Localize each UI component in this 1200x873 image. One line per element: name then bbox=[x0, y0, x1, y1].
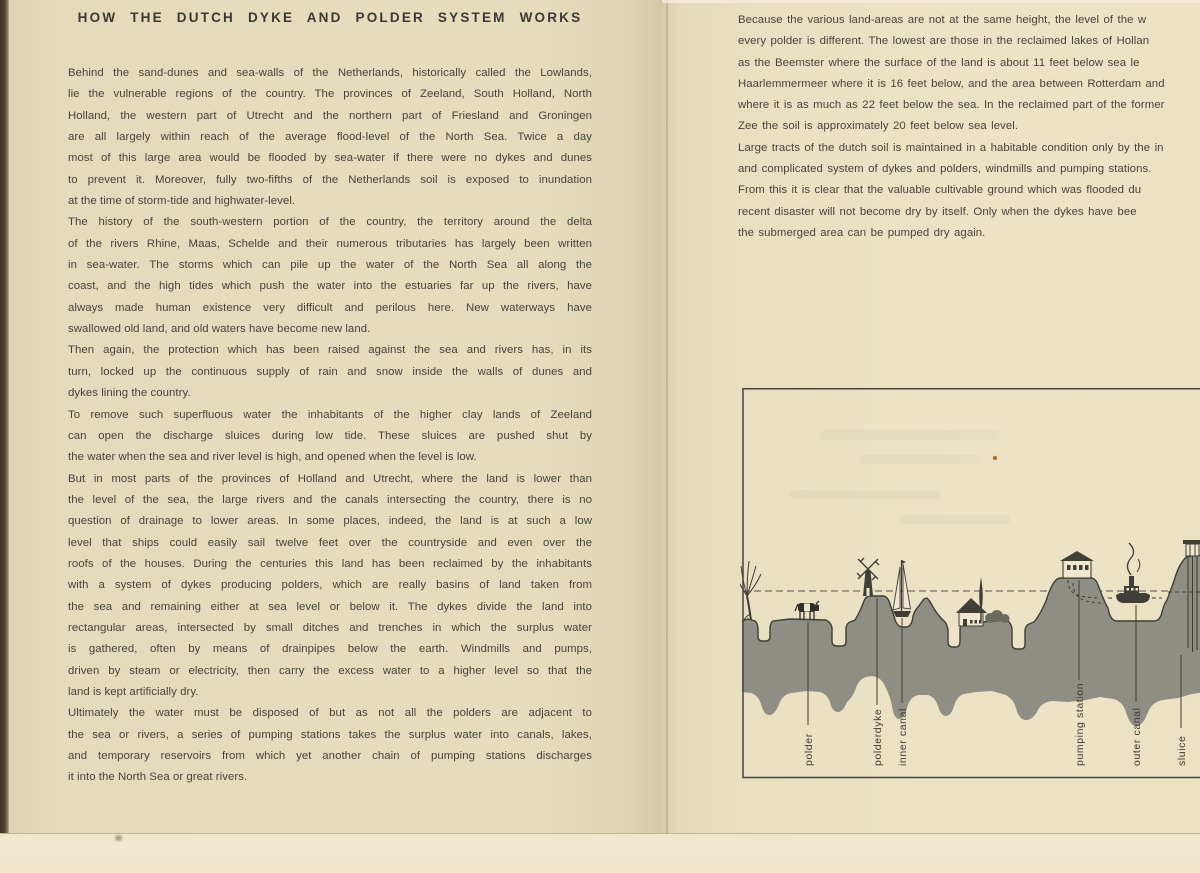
text-line: Large tracts of the dutch soil is maintained in a habitable condition only by the in bbox=[738, 141, 1164, 154]
left-page-body-text bbox=[68, 63, 592, 789]
page-title: HOW THE DUTCH DYKE AND POLDER SYSTEM WORKS bbox=[77, 10, 583, 25]
text-line: are all largely within reach of the average flood-level of the North Sea. Twice a day bbox=[68, 131, 592, 144]
text-line: question of drainage to lower areas. In some places, indeed, the land is at such a low bbox=[68, 515, 592, 528]
right-page-body-text bbox=[738, 10, 1200, 244]
text-line: where it is as much as 22 feet below the sea. In the reclaimed part of the former bbox=[738, 99, 1165, 112]
paragraph bbox=[738, 10, 1200, 138]
text-line: Ultimately the water must be disposed of but as not all the polders are adjacent to bbox=[68, 707, 592, 720]
paper-speck bbox=[993, 456, 997, 460]
text-line: Haarlemmermeer where it is 16 feet below, and the area between Rotterdam and bbox=[738, 77, 1165, 90]
text-line: Because the various land-areas are not at the same height, the level of the w bbox=[738, 14, 1147, 26]
text-line: From this it is clear that the valuable cultivable ground which was flooded du bbox=[738, 184, 1142, 197]
text-line: the water when the sea and river level is high, and opened when the level is low. bbox=[68, 451, 477, 464]
text-line: always made human existence very difficult and perilous here. New waterways have bbox=[68, 301, 592, 314]
text-line: with a system of dykes producing polders, which are really basins of land taken from bbox=[68, 579, 592, 592]
text-line: of the rivers Rhine, Maas, Schelde and their numerous tributaries has largely been written bbox=[68, 237, 592, 250]
text-line: Zee the soil is approximately 20 feet below sea level. bbox=[738, 120, 1019, 133]
page-bottom-edge bbox=[0, 833, 1200, 873]
text-line: lie the vulnerable regions of the country. The provinces of Zeeland, South Holland, North bbox=[68, 88, 592, 101]
label-sluice: sluice bbox=[1176, 735, 1188, 766]
text-line: as the Beemster where the surface of the land is about 11 feet below sea le bbox=[738, 56, 1140, 69]
text-line: recent disaster will not become dry by itself. Only when the dykes have bee bbox=[738, 205, 1137, 218]
text-line: it into the North Sea or great rivers. bbox=[68, 771, 248, 784]
text-line: coast, and the high tides which push the water into the estuaries far up the rivers, have bbox=[68, 280, 592, 293]
paragraph bbox=[68, 703, 592, 788]
paper-smudge bbox=[115, 835, 122, 841]
paragraph bbox=[68, 63, 592, 212]
text-line: most of this large area would be flooded by sea-water if there were no dykes and dunes bbox=[68, 152, 592, 165]
page-top-edge bbox=[662, 0, 1200, 3]
text-line: the sea and remaining either at sea level or below it. The dykes divide the land into bbox=[68, 600, 592, 613]
book-spine-fold bbox=[666, 0, 668, 833]
text-line: the submerged area can be pumped dry again. bbox=[738, 226, 986, 239]
polder-cross-section-diagram bbox=[740, 386, 1200, 780]
text-line: rectangular areas, intersected by small ditches and trenches in which the surplus water bbox=[68, 621, 592, 634]
text-line: dykes lining the country. bbox=[68, 387, 191, 400]
cow-icon bbox=[795, 601, 819, 620]
text-line: the sea or rivers, a series of pumping stations takes the surplus water into canals, lakes, bbox=[68, 728, 592, 741]
bushes-icon bbox=[985, 610, 1010, 623]
text-line: and complicated system of dykes and polders, windmills and pumping stations. bbox=[738, 163, 1152, 176]
text-line: roofs of the houses. During the centuries this land has been reclaimed by the inhabitants bbox=[68, 557, 592, 570]
label-polder: polder bbox=[803, 733, 815, 766]
paragraph bbox=[738, 138, 1200, 244]
text-line: and temporary reservoirs from which yet another chain of pumping stations discharges bbox=[68, 750, 592, 762]
farmhouse-icon bbox=[956, 577, 1010, 626]
label-inner-canal: inner canal bbox=[897, 708, 909, 766]
paper-show-through bbox=[790, 430, 1010, 524]
text-line: Holland, the western part of Utrecht and the northern part of Friesland and Groningen bbox=[68, 109, 592, 122]
text-line: to prevent it. Moreover, fully two-fifths of the Netherlands soil is exposed to inundation bbox=[68, 173, 592, 186]
text-line: swallowed old land, and old waters have become new land. bbox=[68, 323, 371, 336]
windmill-icon bbox=[857, 558, 879, 596]
sailboat-icon bbox=[893, 560, 911, 617]
text-line: is gathered, often by means of drainpipes below the earth. Windmills and pumps, bbox=[68, 643, 592, 656]
text-line: To remove such superfluous water the inhabitants of the higher clay lands of Zeeland bbox=[68, 408, 592, 421]
text-line: Then again, the protection which has been raised against the sea and rivers has, in its bbox=[68, 344, 592, 357]
text-line: Behind the sand-dunes and sea-walls of the Netherlands, historically called the Lowlands, bbox=[68, 67, 592, 79]
paragraph bbox=[68, 469, 592, 704]
text-line: every polder is different. The lowest are those in the reclaimed lakes of Hollan bbox=[738, 35, 1150, 48]
book-binding-edge bbox=[0, 0, 9, 840]
label-pumping-station: pumping station bbox=[1074, 682, 1086, 766]
text-line: at the time of storm-tide and highwater-level. bbox=[68, 195, 296, 208]
text-line: land is kept artificially dry. bbox=[68, 685, 199, 698]
paragraph bbox=[68, 212, 592, 340]
text-line: But in most parts of the provinces of Holland and Utrecht, where the land is lower than bbox=[68, 472, 592, 485]
paragraph bbox=[68, 405, 592, 469]
paragraph bbox=[68, 340, 592, 404]
text-line: driven by steam or electricity, then carry the excess water to a higher level so that the bbox=[68, 664, 592, 677]
label-polderdyke: polderdyke bbox=[872, 708, 884, 766]
text-line: the level of the sea, the large rivers and the canals intersecting the country, there is no bbox=[68, 493, 592, 506]
text-line: turn, locked up the continuous supply of rain and snow inside the walls of dunes and bbox=[68, 365, 592, 378]
steamboat-icon bbox=[1108, 543, 1162, 603]
text-line: can open the discharge sluices during low tide. These sluices are pushed shut by bbox=[68, 429, 592, 442]
text-line: The history of the south-western portion of the country, the territory around the delta bbox=[68, 216, 592, 229]
text-line: level that ships could easily sail twelve feet over the countryside and even over the bbox=[68, 536, 592, 549]
label-outer-canal: outer canal bbox=[1131, 707, 1143, 766]
text-line: in sea-water. The storms which can pile up the water of the North Sea all along the bbox=[68, 259, 592, 272]
